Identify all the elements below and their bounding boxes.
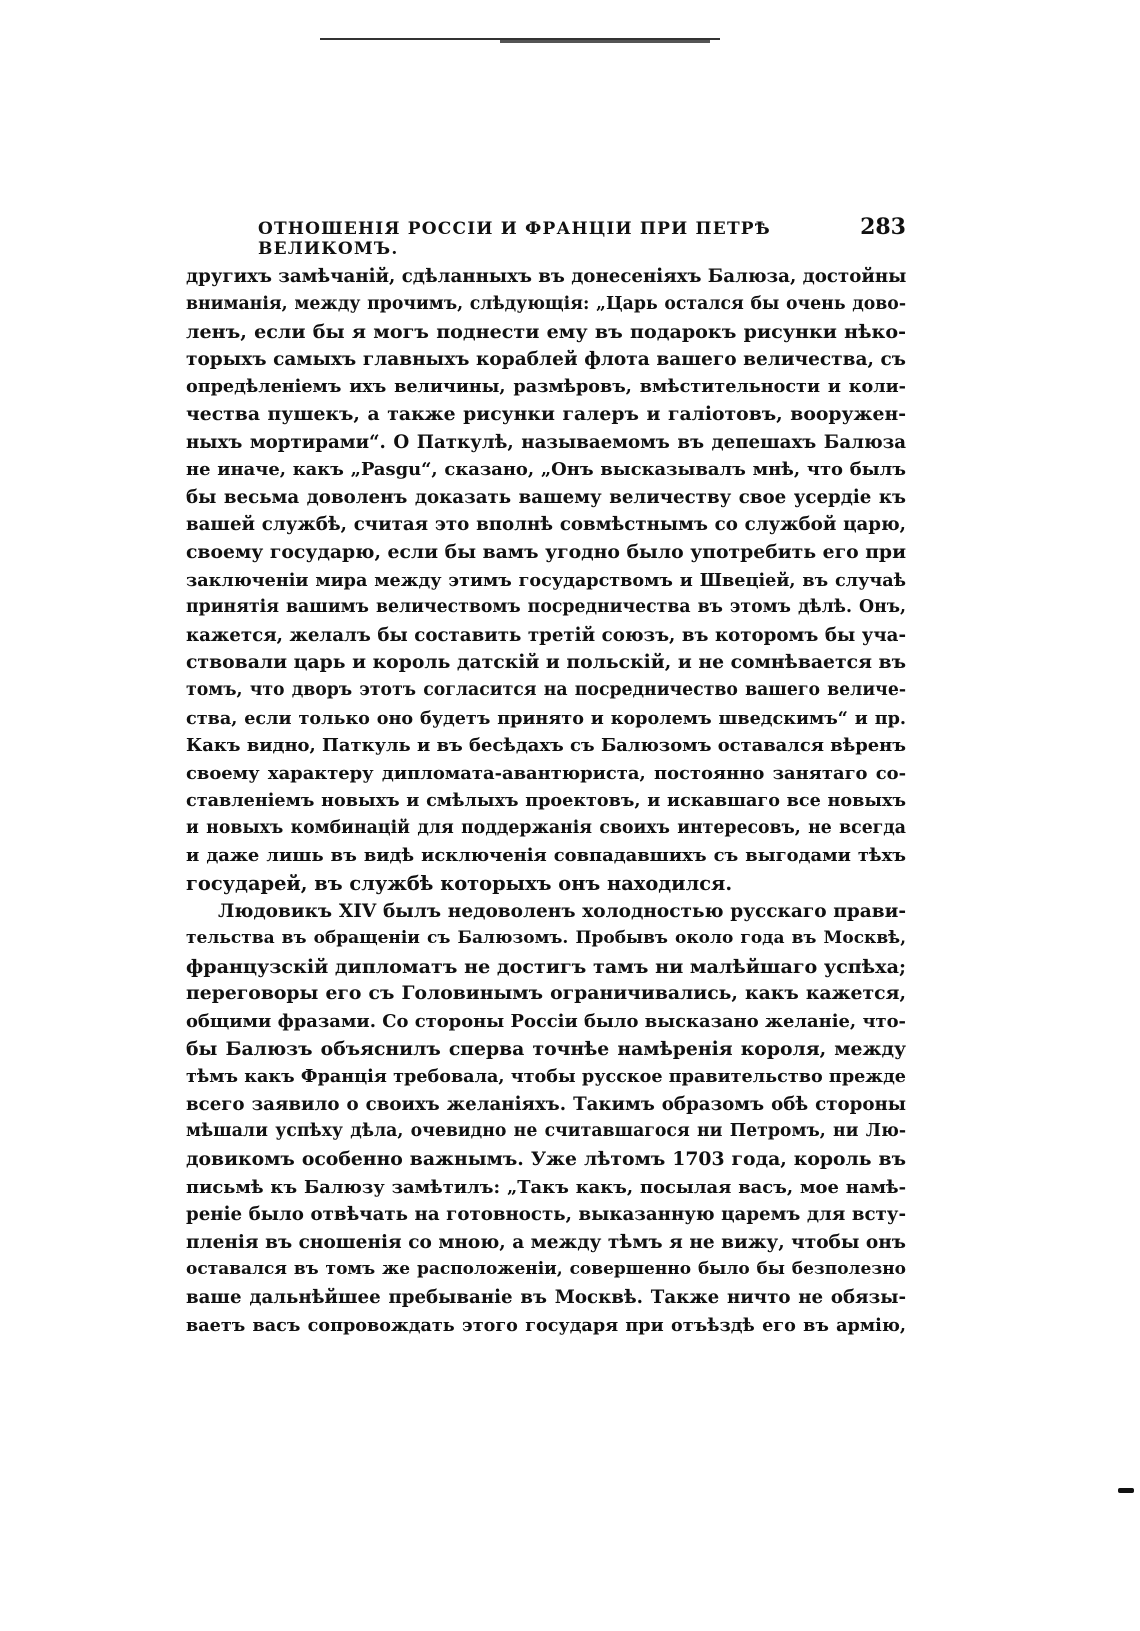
text-line: не иначе, какъ „Pasgu“, сказано, „Онъ высказывалъ мнѣ, что былъ xyxy=(186,459,906,481)
text-line: ставленіемъ новыхъ и смѣлыхъ проектовъ, и искавшаго все новыхъ xyxy=(186,790,906,812)
text-line: кажется, желалъ бы составить третій союзъ, въ которомъ бы уча- xyxy=(186,624,906,646)
text-line: вниманія, между прочимъ, слѣдующія: „Царь остался бы очень дово- xyxy=(186,293,906,314)
text-line: своему государю, если бы вамъ угодно было употребить его при xyxy=(186,540,906,563)
running-head-title: ОТНОШЕНІЯ РОССІИ И ФРАНЦІИ ПРИ ПЕТРѢ ВЕЛИКОМЪ. xyxy=(258,219,771,259)
text-line: всего заявило о своихъ желаніяхъ. Такимъ образомъ обѣ стороны xyxy=(186,1093,906,1115)
text-line: письмѣ къ Балюзу замѣтилъ: „Такъ какъ, посылая васъ, мое намѣ- xyxy=(186,1176,906,1198)
text-line: переговоры его съ Головинымъ ограничивались, какъ кажется, xyxy=(186,982,906,1005)
text-line: Людовикъ XIV былъ недоволенъ холодностью русскаго прави- xyxy=(218,900,906,922)
paragraph-1 xyxy=(186,263,906,898)
text-line: другихъ замѣчаній, сдѣланныхъ въ донесеніяхъ Балюза, достойны xyxy=(186,266,906,287)
text-line: мѣшали успѣху дѣла, очевидно не считавшагося ни Петромъ, ни Лю- xyxy=(186,1121,906,1142)
text-line: ваетъ васъ сопровождать этого государя при отъѣздѣ его въ армію, xyxy=(186,1314,906,1336)
text-line: и новыхъ комбинацій для поддержанія своихъ интересовъ, не всегда xyxy=(186,817,906,838)
text-line: ствовали царь и король датскій и польскій, и не сомнѣвается въ xyxy=(186,651,906,674)
text-line: бы Балюзъ объяснилъ сперва точнѣе намѣренія короля, между xyxy=(186,1037,906,1060)
text-line: довикомъ особенно важнымъ. Уже лѣтомъ 1703 года, король въ xyxy=(186,1148,906,1170)
text-line: принятія вашимъ величествомъ посредничества въ этомъ дѣлѣ. Онъ, xyxy=(186,597,906,618)
text-line: общими фразами. Со стороны Россіи было высказано желаніе, что- xyxy=(186,1011,906,1033)
scan-artifact-mark xyxy=(1118,1488,1134,1493)
text-line: пленія въ сношенія со мною, а между тѣмъ я не вижу, чтобы онъ xyxy=(186,1231,906,1253)
page-number: 283 xyxy=(860,214,906,240)
text-line: и даже лишь въ видѣ исключенія совпадавшихъ съ выгодами тѣхъ xyxy=(186,845,906,867)
text-line: своему характеру дипломата-авантюриста, постоянно занятаго со- xyxy=(186,762,906,784)
text-line: заключеніи мира между этимъ государствомъ и Швеціей, въ случаѣ xyxy=(186,569,906,591)
text-line: чества пушекъ, а также рисунки галеръ и галіотовъ, вооружен- xyxy=(186,402,906,425)
body-text xyxy=(186,263,906,1339)
text-line: ваше дальнѣйшее пребываніе въ Москвѣ. Также ничто не обязы- xyxy=(186,1286,906,1308)
text-line: государей, въ службѣ которыхъ онъ находился. xyxy=(186,872,733,896)
text-line: тельства въ обращеніи съ Балюзомъ. Пробывъ около года въ Москвѣ, xyxy=(186,928,906,949)
text-line: оставался въ томъ же расположеніи, совершенно было бы безполезно xyxy=(186,1259,906,1280)
text-line: вашей службѣ, считая это вполнѣ совмѣстнымъ со службой царю, xyxy=(186,514,906,536)
text-line: опредѣленіемъ ихъ величины, размѣровъ, вмѣстительности и коли- xyxy=(186,376,906,398)
running-head xyxy=(258,214,906,259)
text-line: тѣмъ какъ Франція требовала, чтобы русское правительство прежде xyxy=(186,1066,906,1088)
text-line: ства, если только оно будетъ принято и королемъ шведскимъ“ и пр. xyxy=(186,707,906,729)
text-line: реніе было отвѣчать на готовность, выказанную царемъ для всту- xyxy=(186,1204,906,1226)
paragraph-2 xyxy=(186,898,906,1340)
text-line: бы весьма доволенъ доказать вашему величеству свое усердіе къ xyxy=(186,486,906,508)
text-line: торыхъ самыхъ главныхъ кораблей флота вашего величества, съ xyxy=(186,348,906,370)
text-line: французскій дипломатъ не достигъ тамъ ни малѣйшаго успѣха; xyxy=(186,954,906,978)
text-line: ныхъ мортирами“. О Паткулѣ, называемомъ въ депешахъ Балюза xyxy=(186,431,906,453)
text-line: Какъ видно, Паткуль и въ бесѣдахъ съ Балюзомъ оставался вѣренъ xyxy=(186,735,906,757)
text-line: ленъ, если бы я могъ поднести ему въ подарокъ рисунки нѣко- xyxy=(186,320,906,344)
scan-artifact-rule xyxy=(320,38,720,40)
text-line: томъ, что дворъ этотъ согласится на посредничество вашего величе- xyxy=(186,679,906,700)
